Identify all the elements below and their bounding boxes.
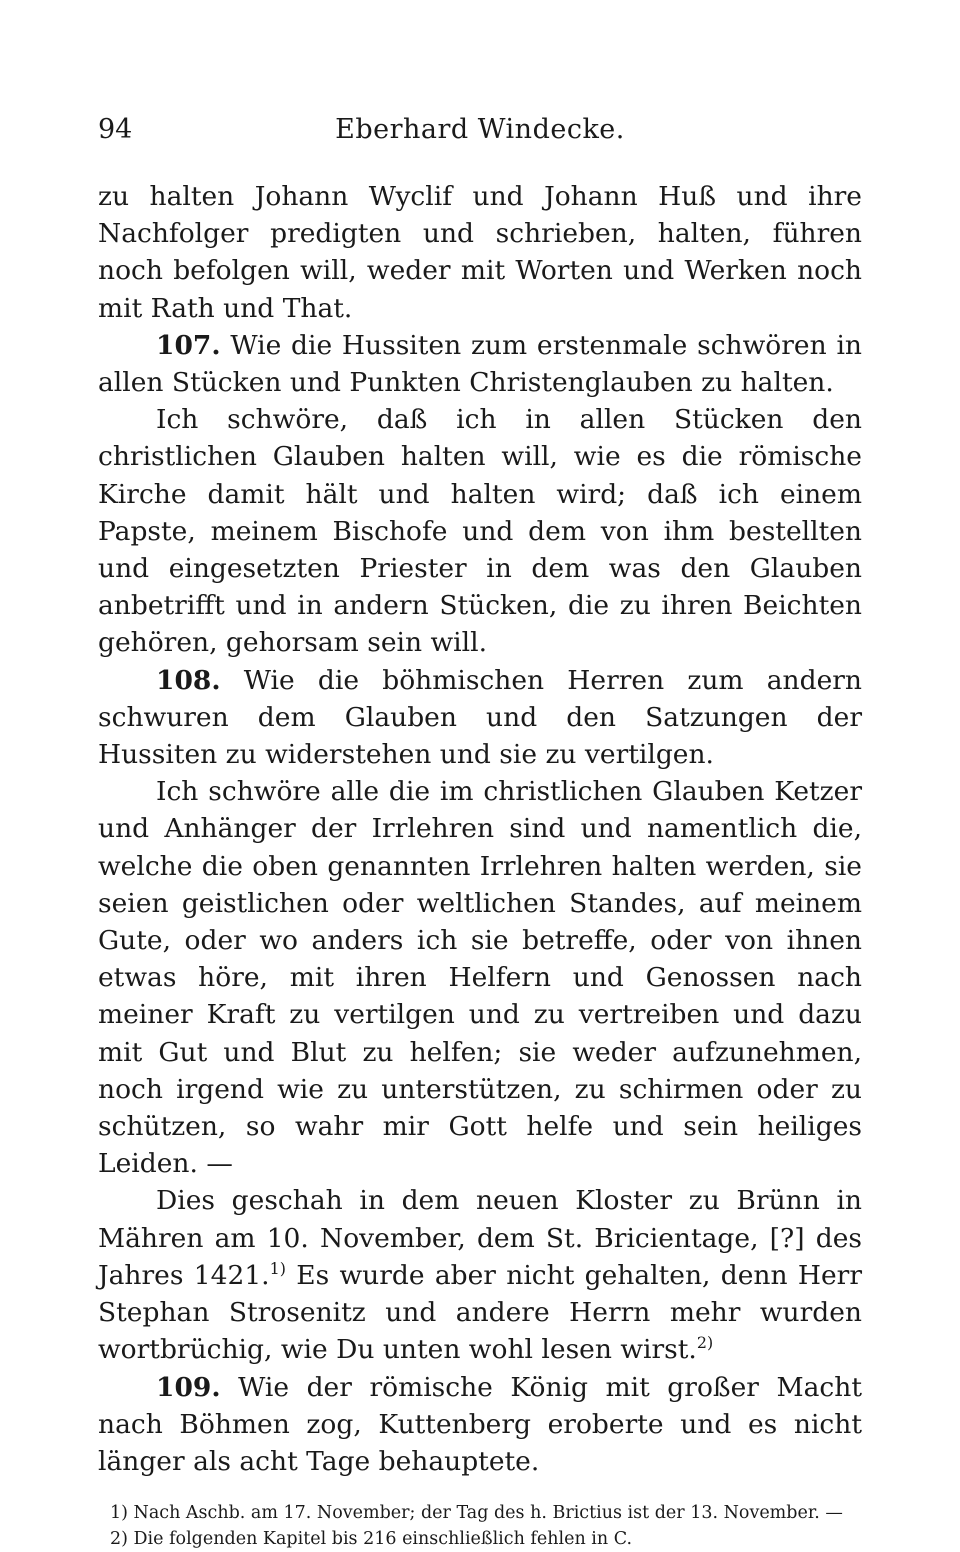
paragraph-text-continued: Es wurde aber nicht gehalten, denn Herr Stephan Strosenitz und andere Herrn mehr wurden wortbrüchig, wie Du unten wohl lesen wirst. [98, 1259, 862, 1366]
chapter-number: 108. [156, 664, 221, 696]
running-head [98, 108, 862, 152]
paragraph-text: zu halten Johann Wyclif und Johann Huß und ihre Nachfolger predigten und schrieben, halten, führen noch befolgen will, weder mit Worten und Werken noch mit Rath und That. [98, 181, 862, 324]
paragraph-continuation [98, 178, 862, 327]
oath-paragraph-2 [98, 773, 862, 1182]
chapter-heading-108 [98, 662, 862, 774]
chapter-heading-109 [98, 1369, 862, 1481]
footnote-ref-2[interactable]: 2) [696, 1333, 714, 1353]
paragraph-text: Dies geschah in dem neuen Kloster zu Brünn in Mähren am 10. November, dem St. Bricientage, [?] des Jahres 1421. [98, 1185, 862, 1291]
chapter-title: Wie die Hussiten zum erstenmale schwören in allen Stücken und Punkten Christenglauben zu halten. [98, 329, 862, 399]
body-text [98, 178, 862, 1480]
chapter-number: 107. [156, 329, 221, 361]
footnote-2: 2) Die folgenden Kapitel bis 216 einschließlich fehlen in C. [110, 1529, 633, 1550]
paragraph-text: Ich schwöre alle die im christlichen Glauben Ketzer und Anhänger der Irrlehren sind und namentlich die, welche die oben genannten Irrlehren halten werden, sie seien geistlichen oder weltlichen Standes, auf meinem Gute, oder wo anders ich sie betreffe, oder von ihnen etwas höre, mit ihren Helfern und Genossen nach meiner Kraft zu vertilgen und zu vertreiben und dazu mit Gut und Blut zu helfen; sie weder aufzunehmen, noch irgend wie zu unterstützen, zu schirmen oder zu schützen, so wahr mir Gott helfe und sein heiliges Leiden. — [98, 776, 862, 1180]
chapter-title: Wie der römische König mit großer Macht nach Böhmen zog, Kuttenberg eroberte und es nicht länger als acht Tage behauptete. [98, 1371, 862, 1477]
running-title: Eberhard Windecke. [335, 114, 625, 145]
chapter-heading-107 [98, 327, 862, 401]
paragraph-text: Ich schwöre, daß ich in allen Stücken den christlichen Glauben halten will, wie es die römische Kirche damit hält und halten wird; daß ich einem Papste, meinem Bischofe und dem von ihm bestellten und eingesetzten Priester in dem was den Glauben anbetrifft und in andern Stücken, die zu ihren Beichten gehören, gehorsam sein will. [98, 404, 862, 659]
page-number: 94 [98, 114, 133, 145]
footnote-ref-1[interactable]: 1) [269, 1259, 286, 1279]
book-page [98, 108, 862, 1552]
brunn-paragraph [98, 1182, 862, 1368]
footnote-1: 1) Nach Aschb. am 17. November; der Tag des h. Brictius ist der 13. November. — [110, 1503, 843, 1524]
chapter-number: 109. [156, 1371, 221, 1403]
chapter-title: Wie die böhmischen Herren zum andern schwuren dem Glauben und den Satzungen der Hussiten zu widerstehen und sie zu vertilgen. [98, 664, 862, 771]
footnotes [98, 1500, 862, 1552]
oath-paragraph-1 [98, 401, 862, 661]
